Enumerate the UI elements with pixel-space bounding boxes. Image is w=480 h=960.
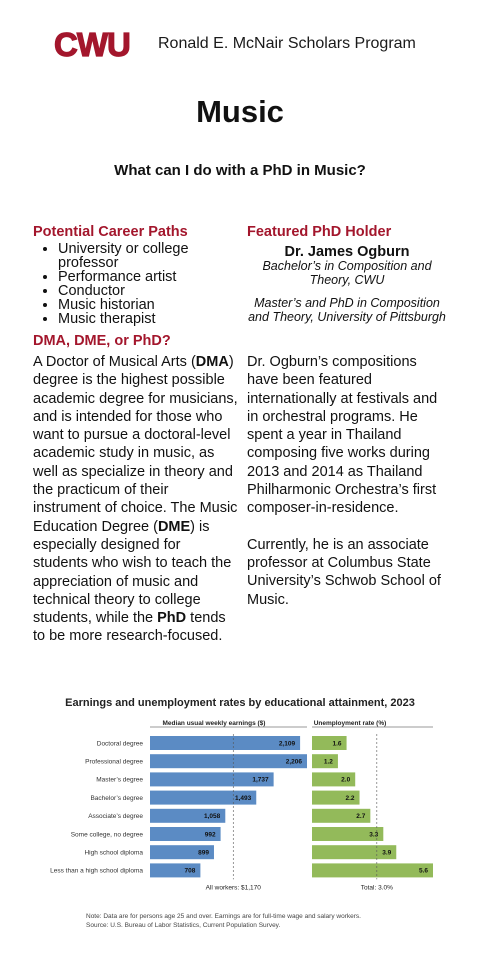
category-label: High school diploma bbox=[84, 849, 143, 857]
chart-notes bbox=[86, 912, 361, 930]
bio-paragraph: Dr. Ogburn’s compositions have been featured internationally at festivals and in orchestral programs. He spent a year in Thailand composing five works during 2013 and 2014 as Thailand Philharmonic Orchestra’s first composer-in-residence. bbox=[247, 354, 438, 517]
series-header: Unemployment rate (%) bbox=[313, 720, 387, 727]
bar-value-label: 1,493 bbox=[234, 794, 252, 802]
bar-value-label: 1,058 bbox=[204, 813, 221, 821]
bar-value-label: 2.7 bbox=[356, 813, 366, 821]
program-name: Ronald E. McNair Scholars Program bbox=[158, 35, 416, 52]
bar-value-label: 3.3 bbox=[369, 831, 379, 839]
bar-value-label: 899 bbox=[198, 849, 209, 857]
bar-value-label: 1,737 bbox=[252, 776, 269, 784]
category-label: Doctoral degree bbox=[96, 740, 143, 748]
holder-name: Dr. James Ogburn bbox=[284, 244, 410, 260]
category-label: Master’s degree bbox=[96, 776, 143, 784]
category-label: Associate’s degree bbox=[88, 813, 143, 821]
bar bbox=[150, 736, 300, 750]
bar-value-label: 992 bbox=[204, 831, 216, 839]
bar-value-label: 2,206 bbox=[285, 758, 302, 766]
bar-value-label: 1.2 bbox=[323, 758, 333, 766]
bar-value-label: 2,109 bbox=[278, 740, 296, 748]
chart-note: Note: Data are for persons age 25 and over. Earnings are for full-time wage and salary workers. bbox=[86, 913, 361, 920]
header bbox=[54, 24, 416, 64]
degrees-heading: DMA, DME, or PhD? bbox=[33, 333, 171, 349]
right-column bbox=[247, 224, 447, 609]
category-label: Some college, no degree bbox=[70, 831, 143, 839]
degrees-text: A Doctor of Musical Arts (DMA) degree is the highest possible academic degree for musicians, and is intended for those who want to pursue a doctoral-level academic study in music, as well as specialize in theory and the practicum of their instrument of choice. The Music Education Degree (DME) is especially designed for students who wish to teach the appreciation of music and technical theory to college students, while the PhD tends to be more research-focused. bbox=[33, 354, 238, 645]
category-label: Bachelor’s degree bbox=[90, 794, 143, 802]
svg-text:CWU: CWU bbox=[54, 27, 130, 61]
bar-value-label: 1.6 bbox=[332, 740, 342, 748]
left-column bbox=[33, 224, 239, 646]
bar bbox=[150, 754, 307, 768]
earnings-unemployment-chart bbox=[0, 712, 480, 942]
career-item: • University or college professor bbox=[58, 242, 239, 270]
bar-value-label: 5.6 bbox=[418, 867, 428, 875]
career-item: • Music historian bbox=[58, 298, 239, 312]
page-subtitle: What can I do with a PhD in Music? bbox=[114, 162, 366, 179]
credential-graduate: Master’s and PhD in Composition and Theory, University of Pittsburgh bbox=[248, 296, 446, 324]
category-label: Less than a high school diploma bbox=[50, 867, 143, 875]
bar-value-label: 708 bbox=[184, 867, 196, 875]
category-label: Professional degree bbox=[85, 758, 143, 766]
page-title: Music bbox=[196, 94, 284, 129]
career-item: • Conductor bbox=[58, 284, 239, 298]
cwu-logo bbox=[54, 27, 146, 61]
career-item: • Music therapist bbox=[58, 312, 239, 326]
series-header: Median usual weekly earnings ($) bbox=[162, 720, 266, 727]
current-role-paragraph: Currently, he is an associate professor at Columbus State University’s Schwob School of Music. bbox=[247, 536, 441, 608]
reference-label: All workers: $1,170 bbox=[205, 884, 261, 892]
featured-heading: Featured PhD Holder bbox=[247, 224, 392, 240]
credential-bachelors: Bachelor’s in Composition and Theory, CWU bbox=[262, 259, 432, 287]
bar-value-label: 3.9 bbox=[382, 849, 392, 857]
career-item: • Performance artist bbox=[58, 270, 239, 284]
reference-label: Total: 3.0% bbox=[360, 884, 393, 892]
bar-value-label: 2.2 bbox=[345, 794, 355, 802]
career-list bbox=[33, 242, 239, 326]
careers-heading: Potential Career Paths bbox=[33, 224, 188, 240]
chart-title: Earnings and unemployment rates by educational attainment, 2023 bbox=[65, 697, 415, 709]
bar bbox=[312, 863, 433, 877]
bar-value-label: 2.0 bbox=[341, 776, 351, 784]
chart-source: Source: U.S. Bureau of Labor Statistics, Current Population Survey. bbox=[86, 922, 281, 929]
